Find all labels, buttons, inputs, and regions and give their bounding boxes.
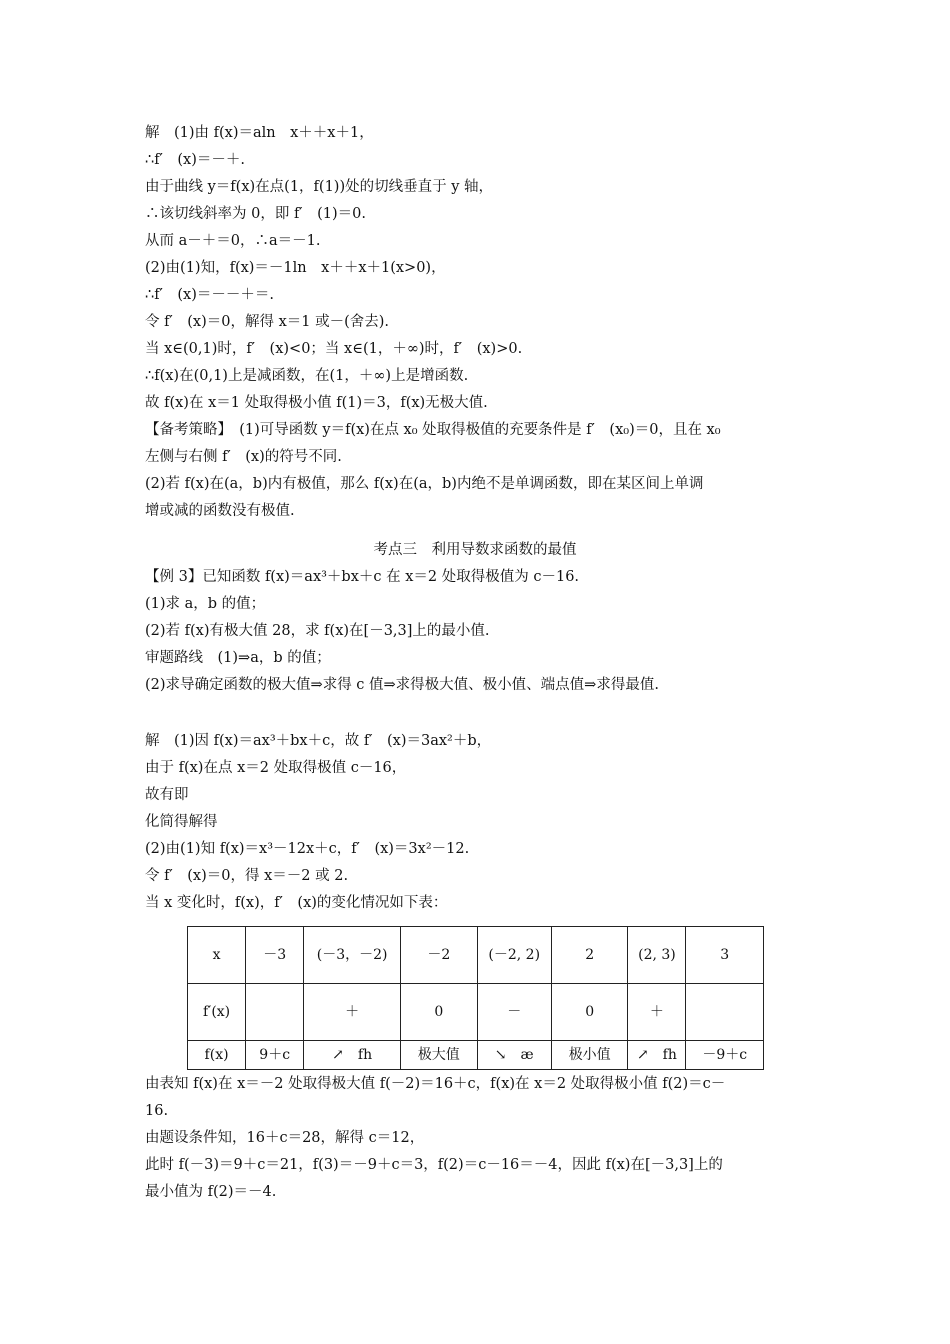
table-cell: 0 — [551, 984, 627, 1041]
solution-line: (2)由(1)知 f(x)＝x³－12x＋c，f′ (x)＝3x²－12. — [145, 841, 470, 857]
solution-line: 令 f′ (x)＝0，解得 x＝1 或－(舍去). — [145, 314, 390, 330]
solution-line: ∴f(x)在(0,1)上是减函数，在(1，＋∞)上是增函数. — [145, 368, 469, 384]
table-cell — [246, 984, 304, 1041]
solution-line: 故有即 — [145, 787, 189, 803]
example-line: (2)若 f(x)有极大值 28，求 f(x)在[－3,3]上的最小值. — [145, 623, 490, 639]
table-cell: (－3，－2) — [304, 927, 401, 984]
table-cell: －9＋c — [686, 1041, 764, 1070]
strategy-line: 左侧与右侧 f′ (x)的符号不同. — [145, 449, 342, 465]
table-cell: 2 — [551, 927, 627, 984]
conclusion-line: 16. — [145, 1103, 169, 1119]
example-line: 审题路线 (1)⇒a，b 的值； — [145, 650, 331, 666]
solution-line: 当 x∈(0,1)时，f′ (x)<0；当 x∈(1，＋∞)时，f′ (x)>0. — [145, 341, 523, 357]
conclusion-line: 由题设条件知，16＋c＝28，解得 c＝12， — [145, 1130, 425, 1146]
table-cell: －2 — [401, 927, 477, 984]
solution-line: 当 x 变化时，f(x)，f′ (x)的变化情况如下表： — [145, 895, 448, 911]
table-cell: ＋ — [628, 984, 686, 1041]
example-line: 【例 3】已知函数 f(x)＝ax³＋bx＋c 在 x＝2 处取得极值为 c－16. — [145, 569, 580, 585]
table-row-fprime — [188, 984, 764, 1041]
solution-line: 故 f(x)在 x＝1 处取得极小值 f(1)＝3，f(x)无极大值. — [145, 395, 488, 411]
solution-line: 从而 a－＋＝0，∴a＝－1. — [145, 233, 321, 249]
table-cell: ＋ — [304, 984, 401, 1041]
table-row-f — [188, 1041, 764, 1070]
strategy-line: 增或减的函数没有极值. — [145, 503, 295, 519]
example-line: (1)求 a，b 的值； — [145, 596, 266, 612]
solution-line: 解 (1)由 f(x)＝aln x＋＋x＋1， — [145, 125, 374, 141]
table-cell: 极小值 — [551, 1041, 627, 1070]
solution-line: ∴该切线斜率为 0，即 f′ (1)＝0. — [145, 206, 366, 222]
table-cell: x — [188, 927, 246, 984]
solution-line: 解 (1)因 f(x)＝ax³＋bx＋c，故 f′ (x)＝3ax²＋b， — [145, 733, 492, 749]
table-cell: f(x) — [188, 1041, 246, 1070]
section-title: 考点三 利用导数求函数的最值 — [373, 542, 577, 558]
strategy-line: (2)若 f(x)在(a，b)内有极值，那么 f(x)在(a，b)内绝不是单调函数，即在某区间上单调 — [145, 476, 704, 492]
table-cell: f′(x) — [188, 984, 246, 1041]
example-line: (2)求导确定函数的极大值⇒求得 c 值⇒求得极大值、极小值、端点值⇒求得最值. — [145, 677, 659, 693]
solution-line: 化简得解得 — [145, 814, 218, 830]
table-cell: ↘ æ — [477, 1041, 551, 1070]
solution-line: ∴f′ (x)＝－＋. — [145, 152, 245, 168]
table-cell: 极大值 — [401, 1041, 477, 1070]
solution-line: 令 f′ (x)＝0，得 x＝－2 或 2. — [145, 868, 349, 884]
table-cell: 0 — [401, 984, 477, 1041]
table-cell: －3 — [246, 927, 304, 984]
table-cell: 3 — [686, 927, 764, 984]
table-row-x — [188, 927, 764, 984]
table-cell: ↗ fh — [304, 1041, 401, 1070]
table-cell — [686, 984, 764, 1041]
solution-line: ∴f′ (x)＝－－＋＝. — [145, 287, 274, 303]
table-cell: ↗ fh — [628, 1041, 686, 1070]
strategy-line: 【备考策略】 (1)可导函数 y＝f(x)在点 x₀ 处取得极值的充要条件是 f′ (x₀)＝0，且在 x₀ — [145, 422, 721, 438]
table-cell: 9＋c — [246, 1041, 304, 1070]
table-cell: (2, 3) — [628, 927, 686, 984]
solution-line: 由于曲线 y＝f(x)在点(1，f(1))处的切线垂直于 y 轴， — [145, 179, 494, 195]
variation-table — [187, 926, 764, 1070]
solution-line: (2)由(1)知，f(x)＝－1ln x＋＋x＋1(x>0)， — [145, 260, 446, 276]
table-cell: － — [477, 984, 551, 1041]
conclusion-line: 最小值为 f(2)＝－4. — [145, 1184, 277, 1200]
conclusion-line: 由表知 f(x)在 x＝－2 处取得极大值 f(－2)＝16＋c，f(x)在 x＝2 处取得极小值 f(2)＝c－ — [145, 1076, 726, 1092]
conclusion-line: 此时 f(－3)＝9＋c＝21，f(3)＝－9＋c＝3，f(2)＝c－16＝－4，因此 f(x)在[－3,3]上的 — [145, 1157, 723, 1173]
table-cell: (－2, 2) — [477, 927, 551, 984]
solution-line: 由于 f(x)在点 x＝2 处取得极值 c－16， — [145, 760, 407, 776]
